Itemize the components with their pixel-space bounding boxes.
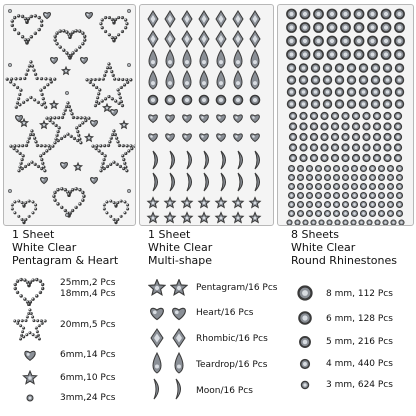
sheet-pentagram-heart-image	[4, 5, 135, 225]
round-gem-icon	[298, 335, 312, 349]
legend-label: Moon/16 Pcs	[196, 386, 253, 396]
sheet-type: Round Rhinestones	[291, 254, 397, 267]
legend-round-rhinestones	[288, 282, 412, 402]
sheet-pentagram-heart	[3, 4, 136, 226]
star-gem-icon	[22, 370, 38, 386]
legend-label: 8 mm, 112 Pcs	[326, 289, 393, 299]
round-gem-icon	[297, 310, 313, 326]
sheet-count: 1 Sheet	[148, 228, 191, 241]
sheet-color: White Clear	[12, 241, 77, 254]
star-outline-icon	[12, 308, 48, 342]
sheet-count: 1 Sheet	[12, 228, 55, 241]
sheet-type: Multi-shape	[148, 254, 213, 267]
legend-pentagram-heart	[10, 270, 136, 410]
round-gem-icon	[299, 358, 311, 370]
heart-outline-icon	[10, 272, 48, 306]
column-pentagram-heart	[12, 228, 118, 267]
teardrop-gem-icon	[149, 352, 165, 374]
sheet-color: White Clear	[291, 241, 356, 254]
moon-gem-icon	[150, 378, 164, 400]
heart-gem-icon	[22, 348, 38, 362]
round-gem-icon	[300, 380, 310, 390]
star-gem-icon	[148, 279, 166, 297]
legend-label: 6mm,14 Pcs	[60, 350, 116, 360]
legend-label: 20mm,5 Pcs	[60, 320, 116, 330]
sheet-multi-shape-image	[140, 5, 273, 225]
legend-label: Pentagram/16 Pcs	[196, 283, 278, 293]
legend-label: 6mm,10 Pcs	[60, 373, 116, 383]
sheet-type: Pentagram & Heart	[12, 254, 119, 267]
sheet-round-rhinestones-image	[278, 5, 413, 225]
column-multi-shape	[148, 228, 212, 267]
legend-label: Heart/16 Pcs	[196, 308, 254, 318]
legend-label: 5 mm, 216 Pcs	[326, 337, 393, 347]
sheet-round-rhinestones	[277, 4, 414, 226]
legend-label: 18mm,4 Pcs	[60, 289, 116, 299]
round-gem-icon	[296, 284, 314, 302]
column-round-rhinestones	[291, 228, 397, 267]
legend-label: 3mm,24 Pcs	[60, 393, 116, 403]
legend-label: 4 mm, 440 Pcs	[326, 359, 393, 369]
moon-gem-icon	[172, 378, 186, 400]
legend-label: 25mm,2 Pcs	[60, 278, 116, 288]
teardrop-gem-icon	[171, 352, 187, 374]
rhombus-gem-icon	[172, 328, 186, 348]
sheet-color: White Clear	[148, 241, 213, 254]
sheet-count: 8 Sheets	[291, 228, 340, 241]
legend-multi-shape	[144, 276, 278, 406]
legend-label: Teardrop/16 Pcs	[196, 360, 268, 370]
rhombus-gem-icon	[150, 328, 164, 348]
legend-label: Rhombic/16 Pcs	[196, 334, 268, 344]
star-gem-icon	[170, 279, 188, 297]
round-gem-icon	[26, 394, 34, 402]
heart-gem-icon	[148, 305, 166, 321]
legend-label: 3 mm, 624 Pcs	[326, 380, 393, 390]
legend-label: 6 mm, 128 Pcs	[326, 314, 393, 324]
sheet-multi-shape	[139, 4, 274, 226]
heart-gem-icon	[170, 305, 188, 321]
